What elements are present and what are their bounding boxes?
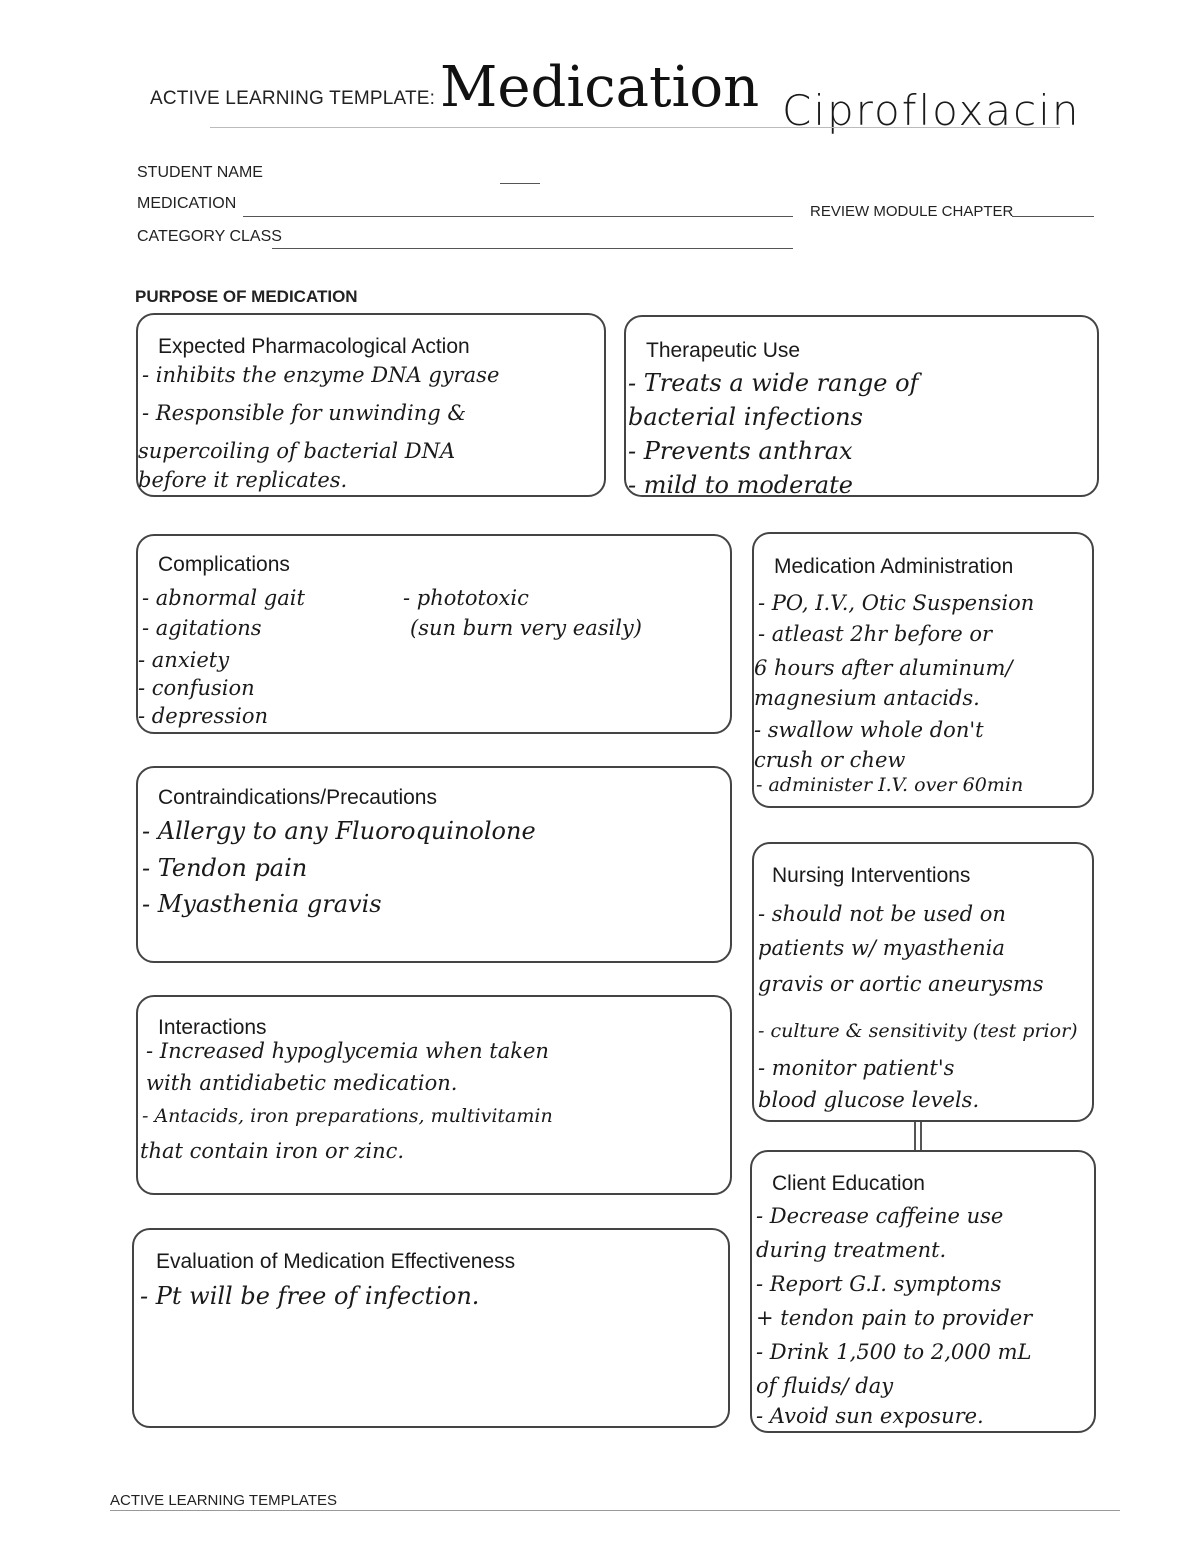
medication-administration-line: - PO, I.V., Otic Suspension bbox=[758, 591, 1035, 615]
therapeutic-use-box bbox=[624, 315, 1099, 497]
medication-administration-title: Medication Administration bbox=[774, 555, 1014, 578]
evaluation-line: - Pt will be free of infection. bbox=[140, 1282, 480, 1310]
expected-action-line: - inhibits the enzyme DNA gyrase bbox=[142, 363, 500, 387]
template-label: ACTIVE LEARNING TEMPLATE: bbox=[150, 88, 436, 109]
complications-line: (sun burn very easily) bbox=[410, 616, 642, 640]
student-name-line bbox=[500, 183, 540, 184]
medication-administration-line: - swallow whole don't bbox=[754, 718, 984, 742]
client-education-line: of fluids/ day bbox=[756, 1374, 894, 1398]
expected-action-box bbox=[136, 313, 606, 497]
contraindications-line: - Tendon pain bbox=[142, 854, 308, 882]
evaluation-box bbox=[132, 1228, 730, 1428]
nursing-interventions-line: - culture & sensitivity (test prior) bbox=[758, 1020, 1078, 1042]
contraindications-line: - Myasthenia gravis bbox=[142, 890, 382, 918]
therapeutic-use-title: Therapeutic Use bbox=[646, 339, 801, 362]
header-underline bbox=[210, 127, 1060, 128]
therapeutic-use-line: - mild to moderate bbox=[628, 471, 853, 499]
client-education-line: - Report G.I. symptoms bbox=[756, 1272, 1002, 1296]
evaluation-title: Evaluation of Medication Effectiveness bbox=[156, 1250, 516, 1273]
client-education-line: - Drink 1,500 to 2,000 mL bbox=[756, 1340, 1032, 1364]
medication-administration-line: magnesium antacids. bbox=[754, 686, 980, 710]
medication-administration-line: - administer I.V. over 60min bbox=[756, 774, 1024, 796]
category-class-label: CATEGORY CLASS bbox=[137, 228, 282, 245]
complications-title: Complications bbox=[158, 553, 290, 576]
complications-line: - depression bbox=[138, 704, 268, 728]
box-connector bbox=[914, 1122, 922, 1152]
expected-action-title: Expected Pharmacological Action bbox=[158, 335, 470, 358]
therapeutic-use-line: bacterial infections bbox=[628, 403, 863, 431]
therapeutic-use-line: - Prevents anthrax bbox=[628, 437, 853, 465]
medication-label: MEDICATION bbox=[137, 195, 237, 212]
nursing-interventions-line: patients w/ myasthenia bbox=[758, 936, 1005, 960]
complications-line: - agitations bbox=[142, 616, 262, 640]
category-class-line bbox=[272, 248, 793, 249]
contraindications-title: Contraindications/Precautions bbox=[158, 786, 437, 809]
medication-administration-line: 6 hours after aluminum/ bbox=[754, 656, 1013, 680]
review-module-chapter-line bbox=[1012, 216, 1094, 217]
student-name-label: STUDENT NAME bbox=[137, 164, 263, 181]
complications-box bbox=[136, 534, 732, 734]
client-education-box bbox=[750, 1150, 1096, 1433]
template-type-title: Medication bbox=[440, 55, 760, 120]
therapeutic-use-line: - Treats a wide range of bbox=[628, 369, 919, 397]
client-education-line: during treatment. bbox=[756, 1238, 947, 1262]
footer-rule bbox=[110, 1510, 1120, 1511]
complications-line: - anxiety bbox=[138, 648, 230, 672]
client-education-line: - Decrease caffeine use bbox=[756, 1204, 1004, 1228]
client-education-line: + tendon pain to provider bbox=[756, 1306, 1033, 1330]
nursing-interventions-line: gravis or aortic aneurysms bbox=[758, 972, 1044, 996]
client-education-title: Client Education bbox=[772, 1172, 925, 1195]
nursing-interventions-line: - monitor patient's bbox=[758, 1056, 955, 1080]
contraindications-box bbox=[136, 766, 732, 963]
medication-name-handwritten: Ciprofloxacin bbox=[782, 86, 1081, 135]
medication-line bbox=[243, 216, 793, 217]
interactions-line: - Increased hypoglycemia when taken bbox=[146, 1039, 549, 1063]
purpose-heading: PURPOSE OF MEDICATION bbox=[135, 287, 358, 306]
footer-label: ACTIVE LEARNING TEMPLATES bbox=[110, 1492, 337, 1509]
interactions-line: that contain iron or zinc. bbox=[140, 1139, 405, 1163]
complications-line: - abnormal gait bbox=[142, 586, 305, 610]
contraindications-line: - Allergy to any Fluoroquinolone bbox=[142, 817, 536, 845]
expected-action-line: supercoiling of bacterial DNA bbox=[138, 439, 456, 463]
expected-action-line: - Responsible for unwinding & bbox=[142, 401, 467, 425]
expected-action-line: before it replicates. bbox=[138, 468, 348, 492]
nursing-interventions-title: Nursing Interventions bbox=[772, 864, 971, 887]
nursing-interventions-box bbox=[752, 842, 1094, 1122]
interactions-line: with antidiabetic medication. bbox=[146, 1071, 458, 1095]
nursing-interventions-line: - should not be used on bbox=[758, 902, 1006, 926]
complications-line: - confusion bbox=[138, 676, 255, 700]
client-education-line: - Avoid sun exposure. bbox=[756, 1404, 984, 1428]
medication-administration-line: - atleast 2hr before or bbox=[758, 622, 992, 646]
interactions-box bbox=[136, 995, 732, 1195]
medication-administration-line: crush or chew bbox=[754, 748, 906, 772]
interactions-line: - Antacids, iron preparations, multivitamin bbox=[142, 1105, 553, 1127]
nursing-interventions-line: blood glucose levels. bbox=[758, 1088, 980, 1112]
medication-administration-box bbox=[752, 532, 1094, 808]
interactions-title: Interactions bbox=[158, 1016, 267, 1039]
review-module-chapter-label: REVIEW MODULE CHAPTER bbox=[810, 203, 1014, 220]
complications-line: - phototoxic bbox=[403, 586, 529, 610]
